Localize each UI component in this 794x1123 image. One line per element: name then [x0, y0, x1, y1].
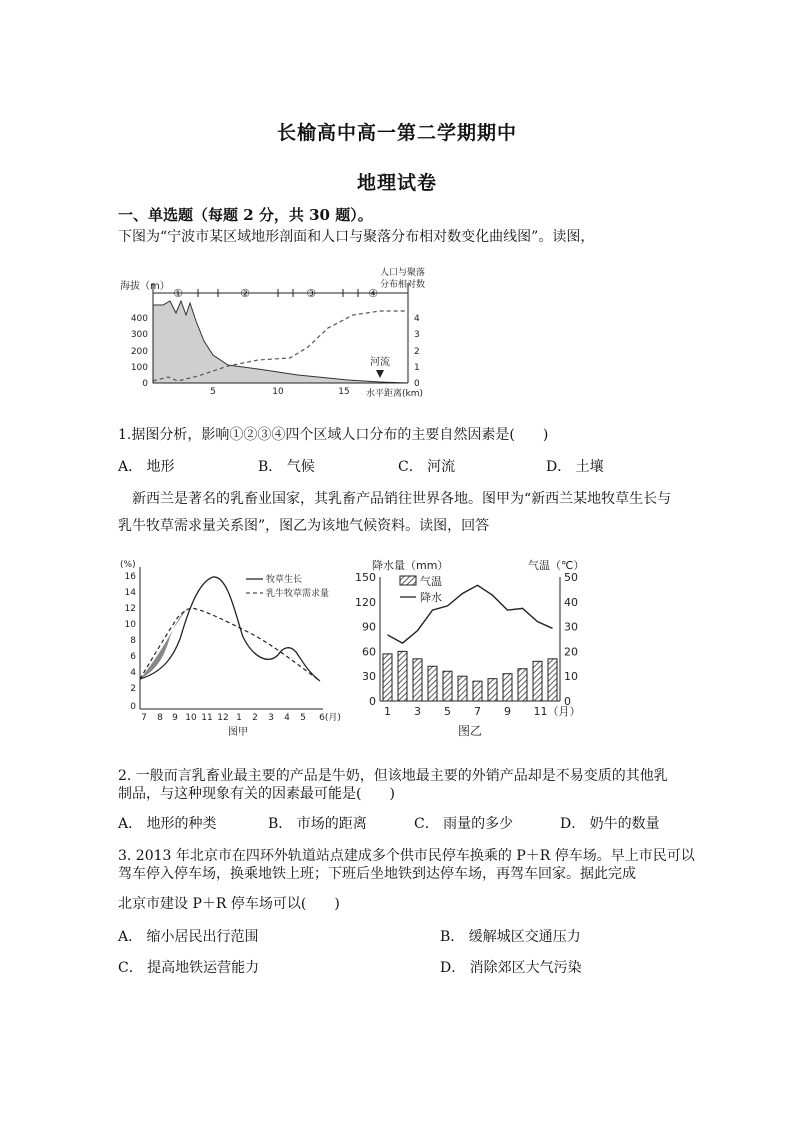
right-axis-title-2: 分布相对数 — [380, 280, 426, 290]
jia-y-tick: 6 — [130, 652, 136, 662]
yi-left-ticks — [355, 571, 376, 708]
y2-tick: 0 — [414, 379, 420, 389]
yi-x-tick: 7 — [474, 705, 481, 718]
jia-y-tick: 14 — [124, 588, 136, 598]
temperature-bar — [548, 659, 557, 701]
yi-left-tick: 150 — [355, 571, 376, 584]
yi-left-tick: 120 — [355, 595, 376, 609]
yi-left-tick: 60 — [362, 645, 376, 659]
yi-left-tick: 90 — [362, 620, 376, 634]
terrain-fill — [153, 301, 408, 383]
yi-left-tick: 30 — [362, 670, 376, 684]
q2-option-a[interactable]: A． 地形的种类 — [118, 816, 217, 832]
q3-option-c[interactable]: C． 提高地铁运营能力 — [118, 960, 260, 976]
temperature-bar — [488, 679, 497, 701]
temperature-bar — [503, 674, 512, 701]
x-tick: 10 — [272, 387, 284, 397]
legend-demand-label: 乳牛牧草需求量 — [266, 589, 330, 599]
yi-right-tick: 10 — [564, 670, 578, 684]
legend-growth-label: 牧草生长 — [266, 575, 303, 585]
left-axis-title: 海拔（m） — [120, 281, 170, 292]
legend-precip-label: 降水 — [420, 591, 442, 604]
yi-left-tick: 0 — [369, 695, 376, 708]
jia-x-tick: 5 — [300, 713, 306, 723]
x-tick: 15 — [338, 387, 350, 397]
temperature-bar — [428, 666, 437, 701]
intro-text-2-line1: 新西兰是著名的乳畜业国家，其乳畜产品销往世界各地。图甲为“新西兰某地牧草生长与 — [118, 491, 672, 507]
temperature-bar — [413, 659, 422, 701]
temperature-bar — [458, 676, 467, 701]
jia-x-tick: 12 — [217, 713, 229, 723]
y-tick: 100 — [130, 363, 148, 373]
jia-x-tick: 9 — [172, 713, 178, 723]
q2-option-b[interactable]: B． 市场的距离 — [268, 816, 367, 832]
jia-x-tick: 10 — [185, 713, 197, 723]
yi-x-ticks — [384, 705, 581, 718]
right-axis-title-1: 人口与聚落 — [380, 268, 426, 278]
q3-option-a[interactable]: A． 缩小居民出行范围 — [118, 929, 259, 945]
x-axis-title: 水平距离(km) — [366, 389, 424, 399]
intro-text-1: 下图为“宁波市某区域地形剖面和人口与聚落分布相对数变化曲线图”。读图， — [118, 229, 595, 245]
yi-x-tick: 9 — [504, 705, 511, 718]
precipitation-line — [388, 585, 553, 643]
y-tick: 0 — [142, 379, 148, 389]
q1-option-c[interactable]: C． 河流 — [398, 459, 456, 475]
river-label: 河流 — [370, 357, 390, 368]
q3-line2: 驾车停入停车场，换乘地铁上班；下班后坐地铁到达停车场，再驾车回家。据此完成 — [118, 866, 636, 882]
jia-y-tick: 4 — [130, 668, 136, 678]
q2-option-d[interactable]: D． 奶牛的数量 — [560, 816, 660, 832]
y-tick: 300 — [130, 330, 148, 340]
yi-x-tick: 5 — [444, 705, 451, 718]
yi-left-title: 降水量（mm） — [372, 559, 449, 572]
q3-option-d[interactable]: D． 消除郊区大气污染 — [440, 960, 582, 976]
figure-yi-climate-chart — [342, 553, 585, 738]
yi-caption: 图乙 — [457, 724, 483, 738]
yi-right-tick: 30 — [564, 620, 578, 634]
jia-x-tick: 3 — [268, 713, 274, 723]
y2-tick: 4 — [414, 314, 420, 324]
exam-subtitle: 地理试卷 — [356, 172, 437, 194]
temperature-bar — [533, 661, 542, 701]
temperature-bar — [383, 654, 392, 701]
jia-x-tick: 1 — [236, 713, 242, 723]
q2-option-c[interactable]: C． 雨量的多少 — [414, 816, 514, 832]
y-tick: 200 — [130, 347, 148, 357]
jia-x-tick: 4 — [284, 713, 290, 723]
temperature-bar — [473, 681, 482, 701]
jia-x-tick: 2 — [252, 713, 258, 723]
figure-jia — [118, 557, 341, 738]
q1-option-b[interactable]: B． 气候 — [258, 459, 315, 475]
region-label-3: ③ — [306, 287, 316, 300]
jia-y-tick: 0 — [130, 702, 136, 712]
legend-temp-label: 气温 — [420, 575, 442, 588]
river-marker — [376, 370, 384, 378]
temperature-bars — [383, 651, 557, 701]
q3-line1: 3. 2013 年北京市在四环外轨道站点建成多个供市民停车换乘的 P＋R 停车场。早上市民可以 — [118, 848, 695, 864]
shaded-deficit-area — [140, 609, 188, 679]
y2-tick: 2 — [414, 347, 420, 357]
jia-y-tick: 8 — [130, 636, 136, 646]
yi-right-tick: 40 — [564, 595, 578, 609]
q3-option-b[interactable]: B． 缓解城区交通压力 — [440, 929, 581, 945]
q2-line2: 制品，与这种现象有关的因素最可能是( ) — [118, 786, 395, 802]
q3-line3: 北京市建设 P＋R 停车场可以( ) — [118, 896, 340, 912]
q1-stem: 1.据图分析，影响①②③④四个区域人口分布的主要自然因素是( ) — [118, 427, 549, 443]
jia-y-tick: 12 — [124, 604, 136, 614]
y2-tick: 1 — [414, 363, 420, 373]
jia-y-tick: 10 — [124, 620, 136, 630]
legend-temp-swatch — [400, 576, 416, 585]
y-tick: 400 — [130, 314, 148, 324]
yi-x-tick: 1 — [384, 705, 391, 718]
q1-option-a[interactable]: A． 地形 — [118, 459, 175, 475]
temperature-bar — [443, 671, 452, 701]
intro-text-2-line2: 乳牛牧草需求量关系图”，图乙为该地气候资料。读图，回答 — [118, 518, 490, 534]
q1-option-d[interactable]: D． 土壤 — [546, 459, 604, 475]
yi-right-title: 气温（℃） — [528, 559, 585, 572]
jia-x-tick: 11 — [201, 713, 213, 723]
region-label-4: ④ — [368, 287, 378, 300]
jia-x-tick: 7 — [141, 713, 147, 723]
jia-y-tick: 16 — [124, 572, 136, 582]
q2-line1: 2. 一般而言乳畜业最主要的产品是牛奶，但该地最主要的外销产品却是不易变质的其他乳 — [118, 768, 668, 784]
region-label-1: ① — [173, 287, 183, 300]
yi-x-tick: 11（月） — [533, 705, 581, 718]
yi-right-ticks — [564, 571, 578, 708]
section-heading: 一、单选题（每题 2 分，共 30 题）。 — [118, 206, 373, 224]
jia-caption: 图甲 — [228, 727, 248, 738]
region-label-2: ② — [240, 287, 250, 300]
jia-y-unit: (%) — [120, 560, 136, 570]
yi-x-tick: 3 — [414, 705, 421, 718]
y2-tick: 3 — [414, 330, 420, 340]
jia-y-tick: 2 — [130, 684, 136, 694]
exam-title: 长榆高中高一第二学期期中 — [276, 122, 517, 144]
yi-right-tick: 50 — [564, 571, 578, 584]
x-tick: 5 — [210, 387, 216, 397]
temperature-bar — [518, 669, 527, 701]
terrain-profile-figure — [118, 263, 458, 398]
temperature-bar — [398, 651, 407, 701]
yi-right-tick: 0 — [564, 695, 571, 708]
jia-x-tick: 8 — [157, 713, 163, 723]
jia-x-tick: 6(月) — [319, 713, 341, 723]
yi-right-tick: 20 — [564, 645, 578, 659]
